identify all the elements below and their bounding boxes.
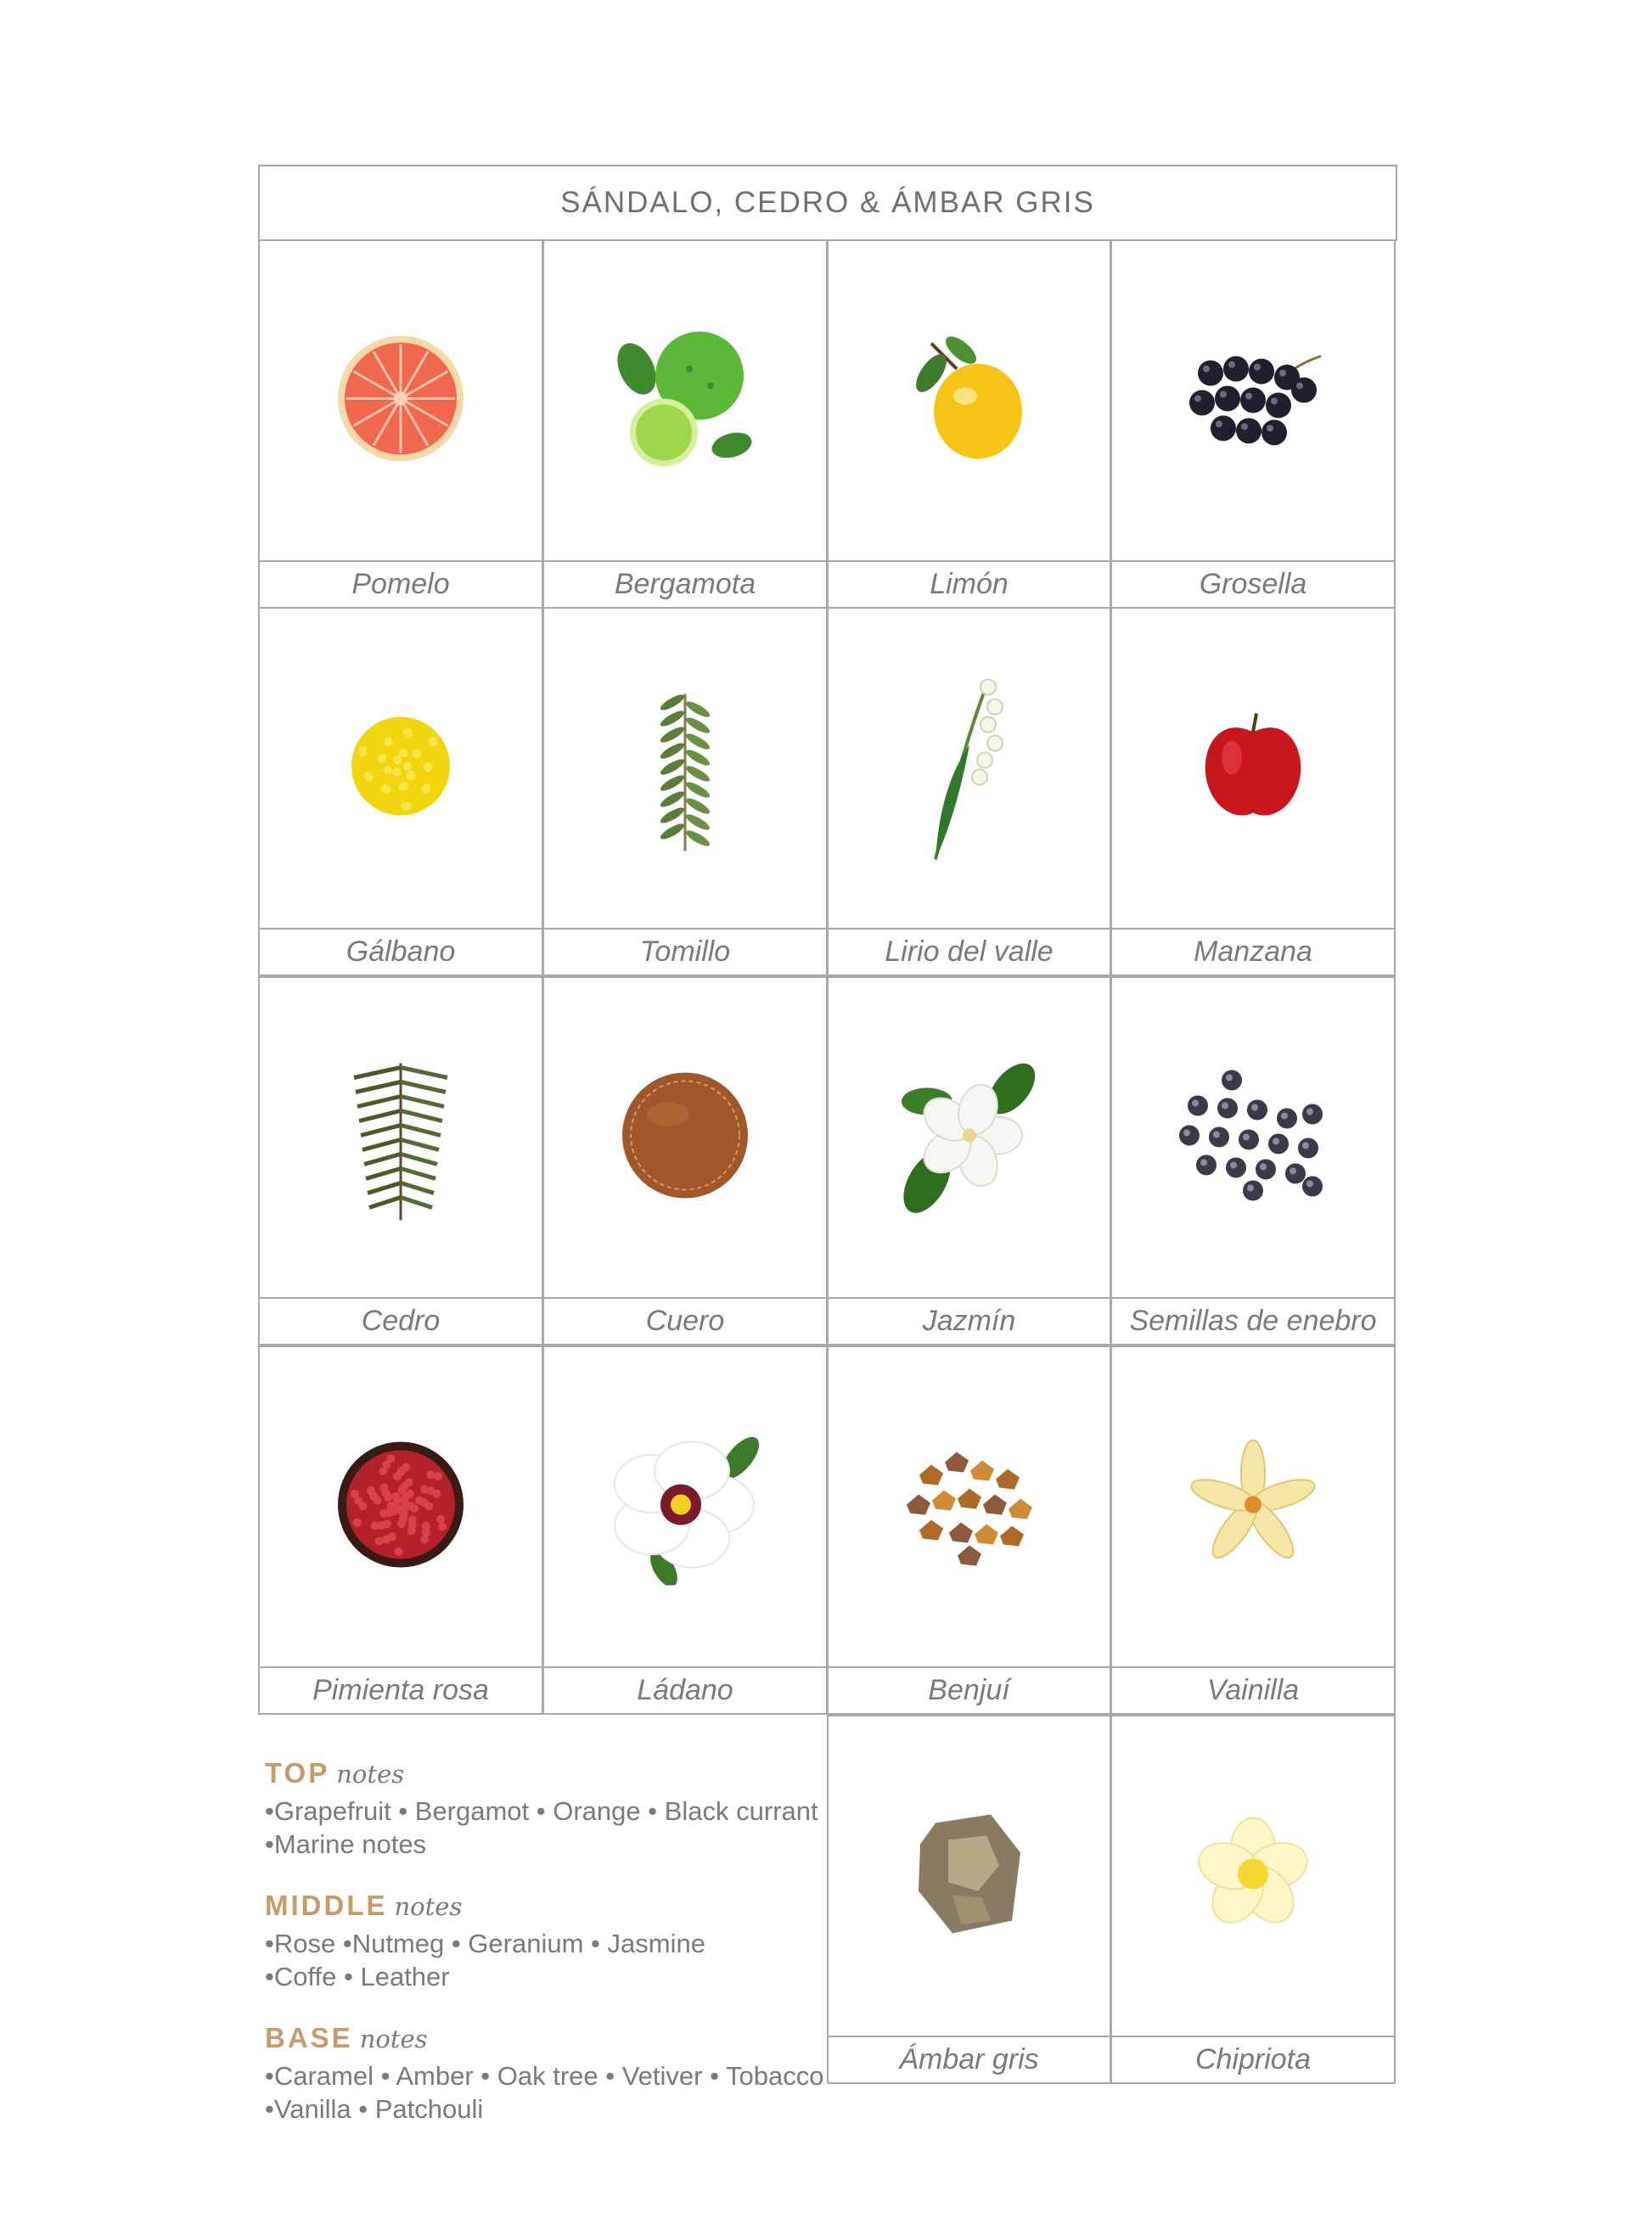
ingredient-label: Semillas de enebro	[1129, 1305, 1377, 1337]
ingredient-label: Pomelo	[351, 568, 450, 600]
ingredient-label-box	[258, 1297, 543, 1345]
title-bar	[258, 165, 1397, 241]
ingredient-label: Jazmín	[922, 1305, 1016, 1337]
apple-icon	[1194, 707, 1312, 830]
ingredient-label-box	[827, 1297, 1111, 1345]
ingredient-label-box	[1110, 560, 1396, 609]
juniper-berries-icon	[1172, 1068, 1334, 1208]
ingredient-label: Benjuí	[928, 1674, 1010, 1706]
ingredient-label-box	[1110, 1297, 1396, 1345]
ingredient-label: Tomillo	[639, 935, 731, 968]
bergamot-icon	[604, 318, 766, 484]
ingredient-image-box	[827, 1715, 1111, 2037]
ingredient-label-box	[542, 560, 828, 609]
fragrance-notes	[265, 1757, 825, 2154]
ingredient-label-box	[827, 1666, 1111, 1715]
base-notes	[265, 2022, 825, 2126]
middle-notes-line: •Coffe • Leather	[265, 1962, 450, 1991]
base-notes-line: •Caramel • Amber • Oak tree • Vetiver • Tobacco	[265, 2061, 824, 2091]
cistus-flower-icon	[604, 1424, 766, 1590]
page-title: SÁNDALO, CEDRO & ÁMBAR GRIS	[560, 186, 1095, 219]
ingredient-label: Pimienta rosa	[312, 1674, 489, 1706]
ingredient-label: Grosella	[1199, 568, 1307, 600]
base-notes-keyword: BASE	[265, 2022, 353, 2053]
vanilla-flower-icon	[1185, 1437, 1321, 1577]
top-notes-suffix: notes	[336, 1760, 405, 1789]
middle-notes-suffix: notes	[394, 1892, 463, 1921]
ingredient-label: Gálbano	[346, 935, 456, 968]
ingredient-image-box	[827, 976, 1111, 1299]
base-notes-line: •Vanilla • Patchouli	[265, 2094, 484, 2124]
top-notes-line: •Marine notes	[265, 1829, 427, 1859]
ambergris-stone-icon	[910, 1806, 1029, 1946]
ingredient-label-box	[827, 2036, 1111, 2084]
ingredient-image-box	[258, 976, 543, 1299]
ingredient-image-box	[258, 239, 543, 562]
ingredient-label: Limón	[930, 568, 1009, 600]
ingredient-label: Cedro	[361, 1305, 441, 1337]
ingredient-label: Cuero	[645, 1305, 725, 1337]
top-notes-line: •Grapefruit • Bergamot • Orange • Black currant	[265, 1796, 818, 1826]
galbanum-flower-icon	[346, 711, 456, 826]
ingredient-label-box	[1110, 1666, 1396, 1715]
ingredient-label: Bergamota	[614, 568, 756, 600]
top-notes-keyword: TOP	[265, 1757, 330, 1789]
ingredient-image-box	[1110, 239, 1396, 562]
middle-notes-keyword: MIDDLE	[265, 1890, 388, 1921]
ingredient-label-box	[542, 1297, 828, 1345]
grapefruit-icon	[333, 331, 469, 471]
ingredient-image-box	[1110, 1345, 1396, 1668]
middle-notes	[265, 1890, 825, 1993]
ingredient-label: Chipriota	[1194, 2043, 1312, 2076]
ingredient-image-box	[258, 1345, 543, 1668]
ingredient-label-box	[542, 928, 828, 976]
ingredient-label: Lirio del valle	[885, 935, 1054, 968]
ingredient-label-box	[258, 560, 543, 609]
leather-disc-icon	[617, 1068, 753, 1208]
thyme-sprig-icon	[638, 677, 732, 860]
ingredient-image-box	[827, 239, 1111, 562]
pink-pepper-bowl-icon	[333, 1437, 469, 1577]
middle-notes-line: •Rose •Nutmeg • Geranium • Jasmine	[265, 1929, 705, 1958]
ingredient-label: Manzana	[1194, 935, 1312, 968]
jasmine-flower-icon	[893, 1055, 1046, 1221]
ingredient-label-box	[258, 1666, 543, 1715]
ingredient-image-box	[1110, 607, 1396, 930]
ingredient-image-box	[542, 607, 828, 930]
ingredient-image-box	[542, 1345, 828, 1668]
ingredient-label-box	[827, 928, 1111, 976]
lemon-icon	[906, 327, 1033, 475]
ingredient-image-box	[542, 239, 828, 562]
top-notes	[265, 1757, 825, 1861]
ingredient-label: Vainilla	[1206, 1674, 1300, 1706]
cedar-branch-icon	[320, 1047, 481, 1229]
benzoin-resin-icon	[897, 1441, 1042, 1573]
ingredient-label: Ámbar gris	[899, 2043, 1039, 2076]
ingredient-image-box	[1110, 1715, 1396, 2037]
lily-of-the-valley-icon	[910, 669, 1029, 868]
ingredient-label: Ládano	[637, 1674, 733, 1706]
ingredient-label-box	[1110, 928, 1396, 976]
ingredient-label-box	[827, 560, 1111, 609]
ingredient-image-box	[827, 607, 1111, 930]
blackcurrant-icon	[1177, 340, 1329, 463]
frangipani-flower-icon	[1194, 1815, 1312, 1938]
ingredient-image-box	[258, 607, 543, 930]
ingredient-image-box	[542, 976, 828, 1299]
base-notes-suffix: notes	[359, 2025, 428, 2053]
ingredient-label-box	[1110, 2036, 1396, 2084]
ingredient-image-box	[827, 1345, 1111, 1668]
ingredient-image-box	[1110, 976, 1396, 1299]
ingredient-label-box	[258, 928, 543, 976]
ingredient-label-box	[542, 1666, 828, 1715]
